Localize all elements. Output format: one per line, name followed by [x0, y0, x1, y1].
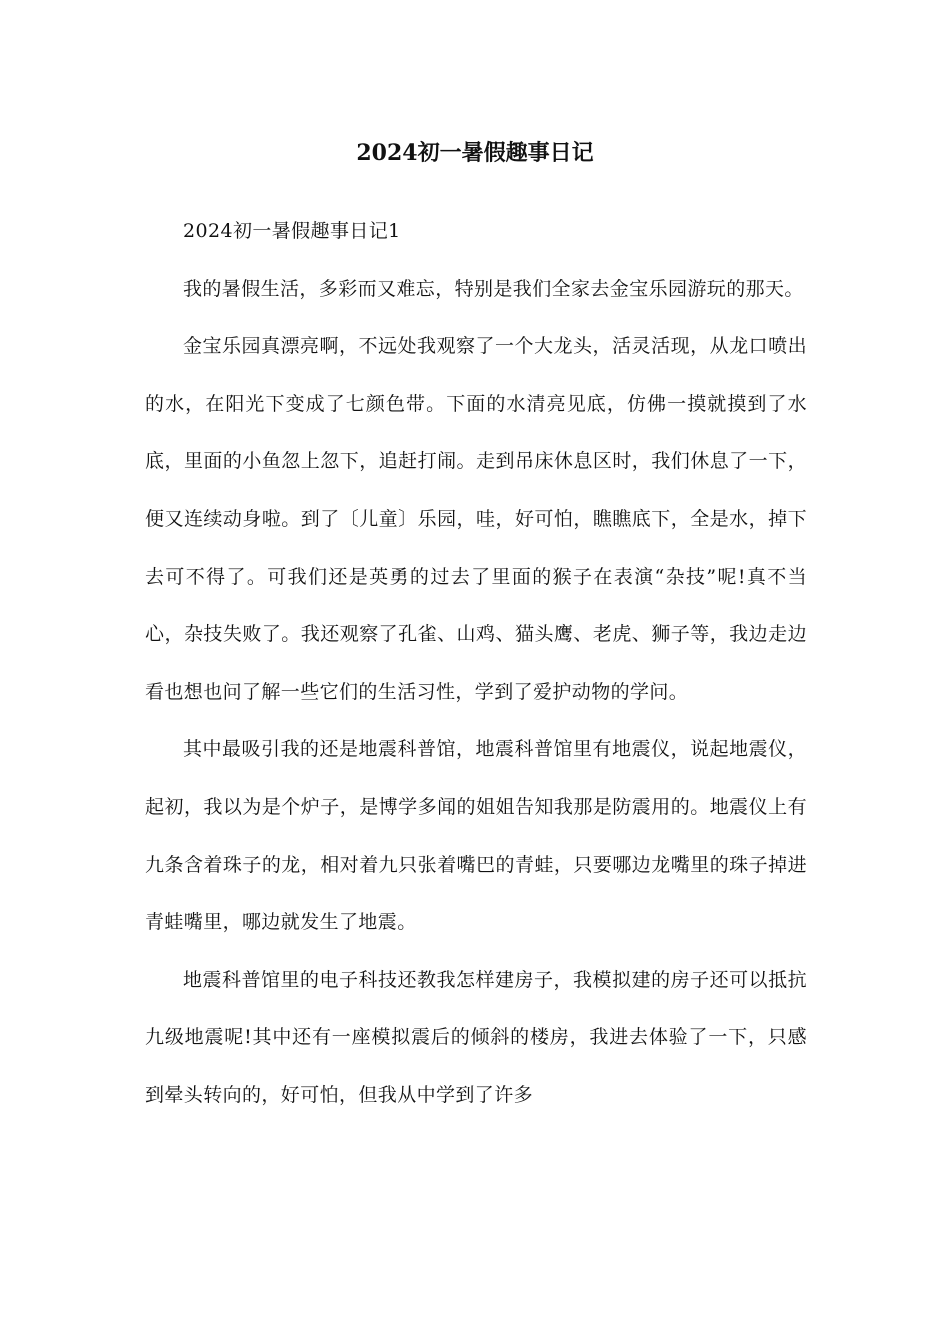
- document-body: [145, 203, 807, 1125]
- paragraph-4: 地震科普馆里的电子科技还教我怎样建房子，我模拟建的房子还可以抵抗九级地震呢!其中还有一座模拟震后的倾斜的楼房，我进去体验了一下，只感到晕头转向的，好可怕，但我从中学到了许多: [145, 968, 807, 1106]
- paragraph-2: 金宝乐园真漂亮啊，不远处我观察了一个大龙头，活灵活现，从龙口喷出的水，在阳光下变成了七颜色带。下面的水清亮见底，仿佛一摸就摸到了水底，里面的小鱼忽上忽下，追赶打闹。走到吊床休息区时，我们休息了一下，便又连续动身啦。到了〔儿童〕乐园，哇，好可怕，瞧瞧底下，全是水，掉下去可不得了。可我们还是英勇的过去了里面的猴子在表演“杂技”呢!真不当心，杂技失败了。我还观察了孔雀、山鸡、猫头鹰、老虎、狮子等，我边走边看也想也问了解一些它们的生活习性，学到了爱护动物的学问。: [145, 335, 807, 703]
- section-heading: 2024初一暑假趣事日记1: [183, 220, 401, 242]
- document-title: 2024初一暑假趣事日记: [356, 140, 594, 166]
- paragraph-3: 其中最吸引我的还是地震科普馆，地震科普馆里有地震仪，说起地震仪，起初，我以为是个炉子，是博学多闻的姐姐告知我那是防震用的。地震仪上有九条含着珠子的龙，相对着九只张着嘴巴的青蛙，只要哪边龙嘴里的珠子掉进青蛙嘴里，哪边就发生了地震。: [145, 738, 807, 934]
- paragraph-1: 我的暑假生活，多彩而又难忘，特别是我们全家去金宝乐园游玩的那天。: [183, 277, 804, 300]
